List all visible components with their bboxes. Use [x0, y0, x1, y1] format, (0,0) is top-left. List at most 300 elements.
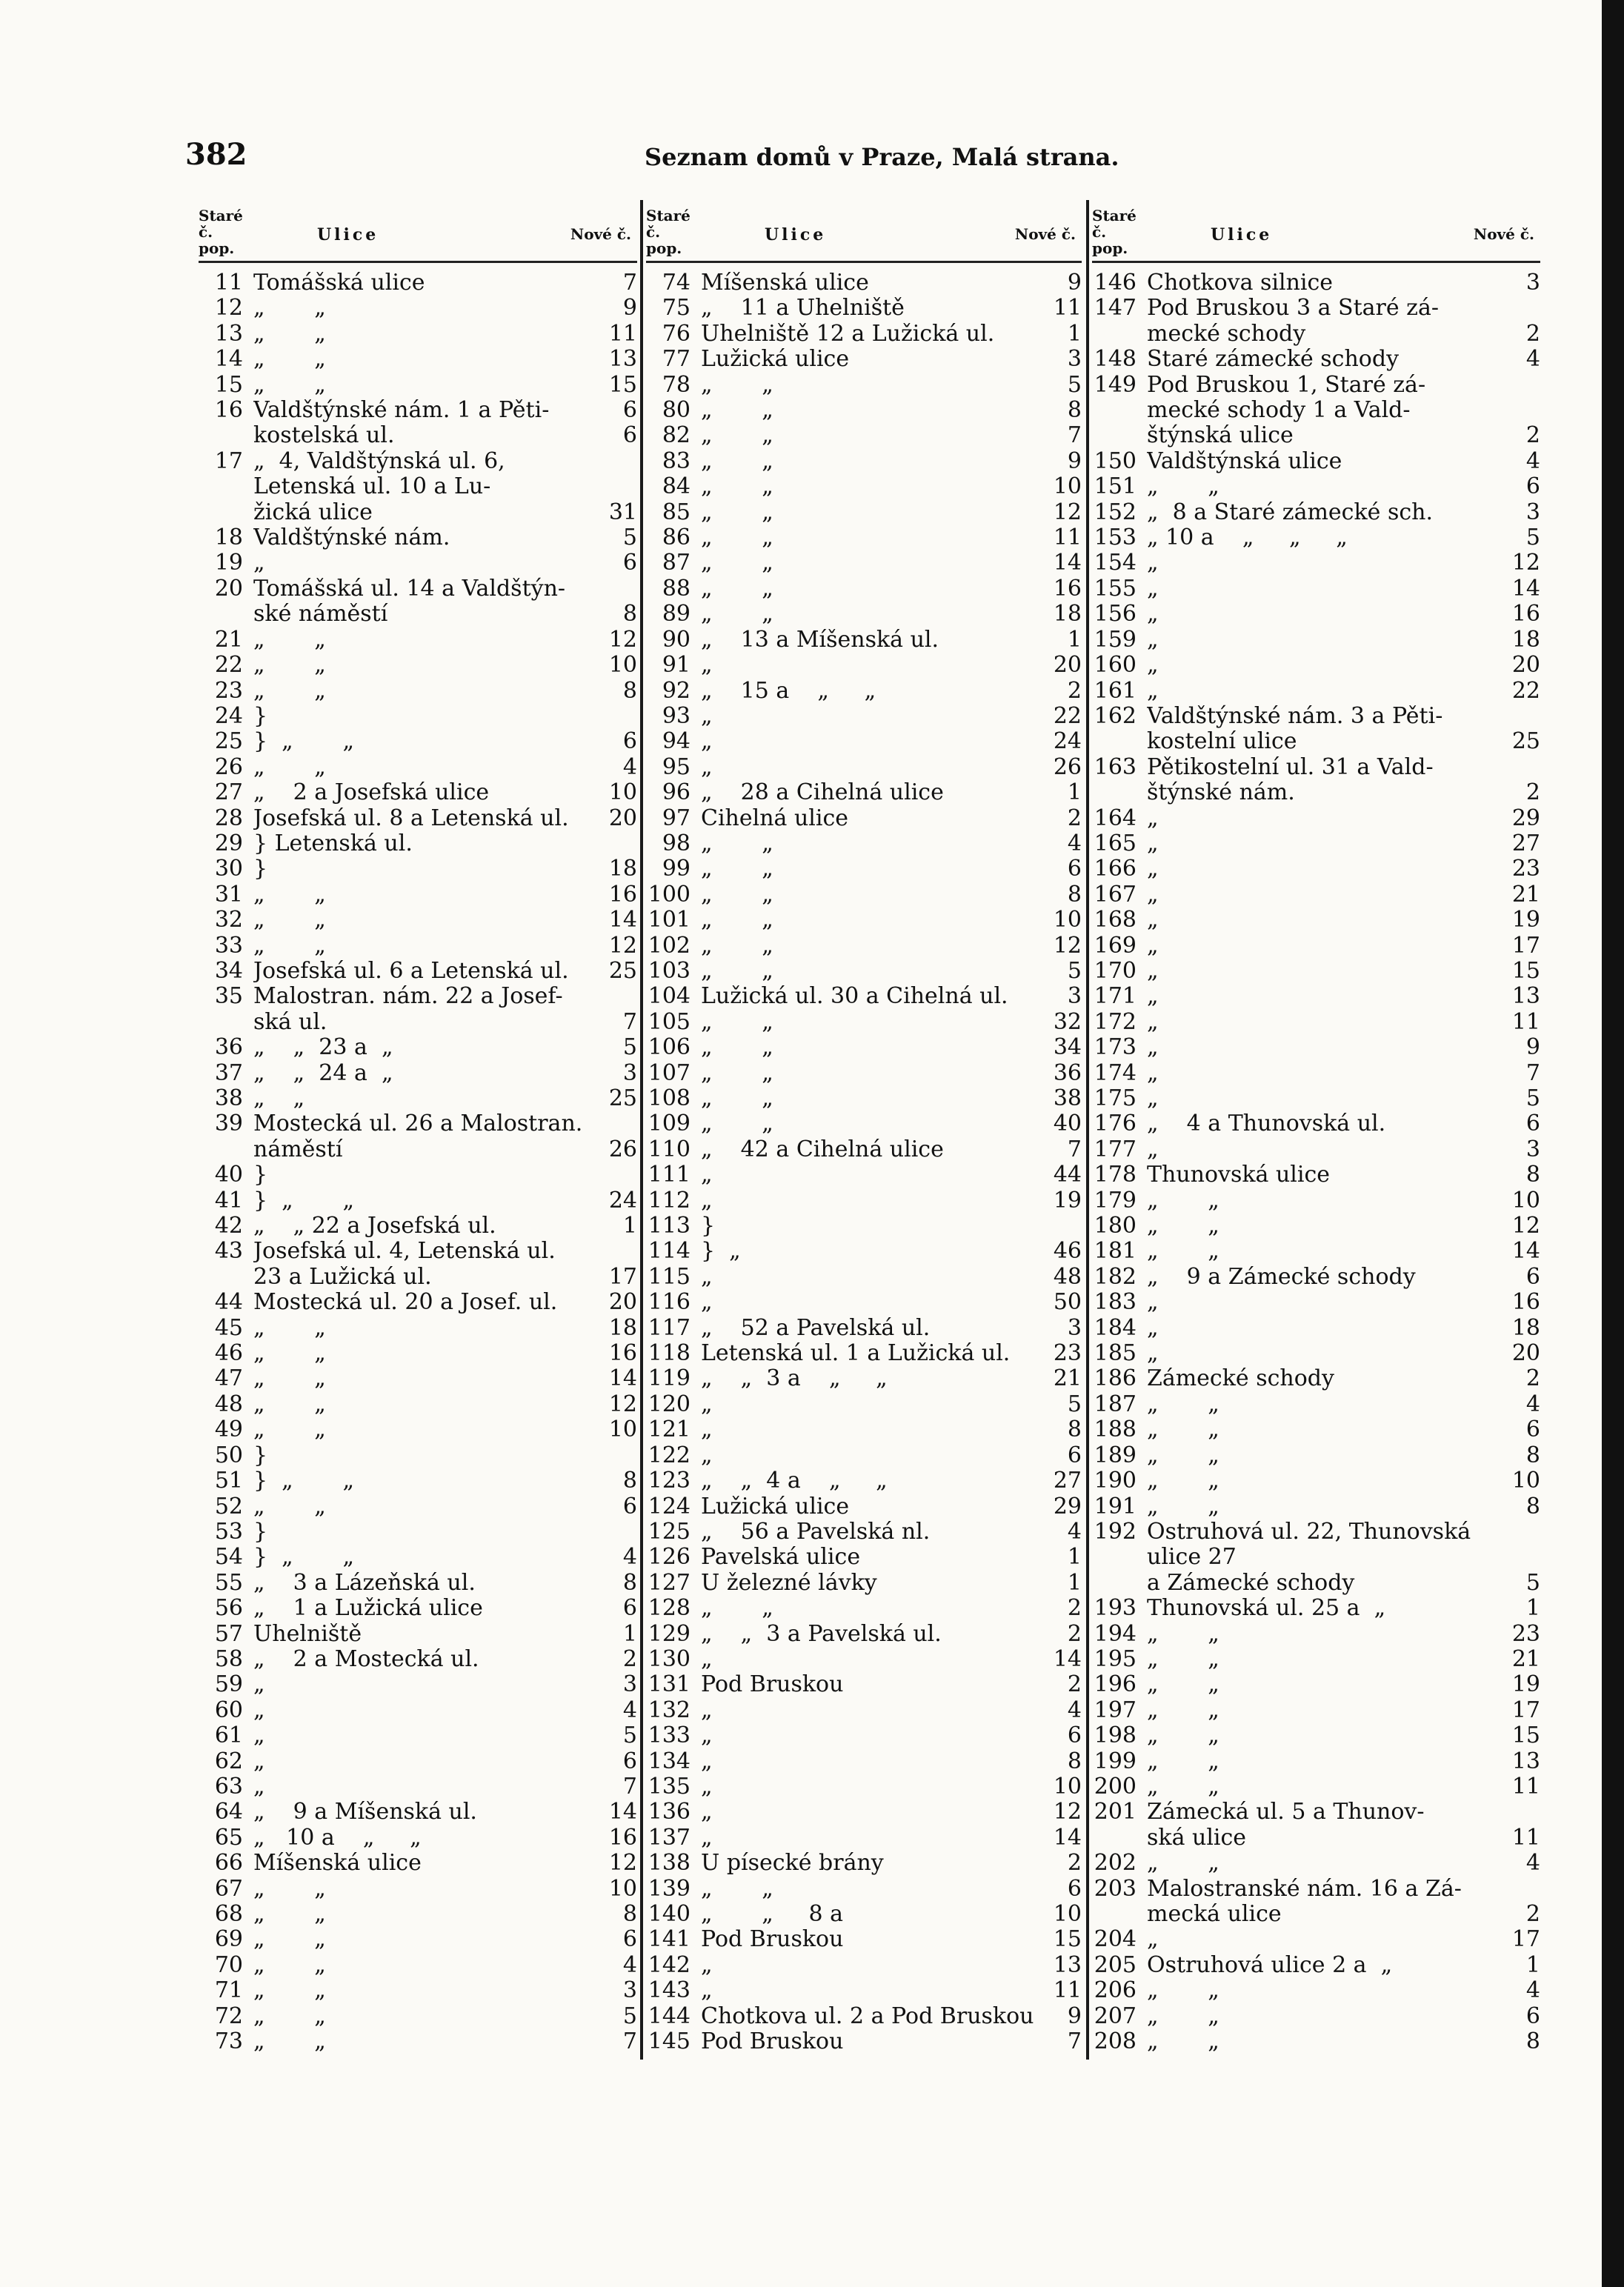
new-house-number: 34 — [1053, 1034, 1082, 1061]
street-name: Pod Bruskou 3 a Staré zá- — [1147, 296, 1439, 322]
scan-edge-right — [1602, 0, 1624, 2287]
new-house-number: 25 — [608, 957, 637, 984]
old-house-number: 104 — [648, 983, 690, 1010]
new-house-number: 20 — [1511, 652, 1540, 679]
old-house-number: 110 — [648, 1136, 690, 1162]
new-house-number: 8 — [1067, 1417, 1082, 1443]
new-house-number: 46 — [1053, 1238, 1082, 1265]
street-name: „ 4 a Thunovská ul. — [1147, 1111, 1386, 1137]
register-row — [199, 1061, 637, 1086]
street-name: mecké schody — [1147, 321, 1306, 347]
street-name: Pětikostelní ul. 31 a Vald- — [1147, 754, 1434, 780]
street-name: „ — [701, 1825, 713, 1851]
new-house-number: 5 — [622, 1034, 637, 1061]
new-house-number: 11 — [1053, 1977, 1082, 2004]
old-house-number: 161 — [1094, 677, 1137, 704]
register-row — [646, 1825, 1082, 1851]
register-row — [646, 1443, 1082, 1468]
column-header — [199, 207, 637, 263]
new-house-number: 2 — [1525, 779, 1540, 806]
street-name: „ 9 a Míšenská ul. — [253, 1800, 477, 1825]
register-row — [1092, 984, 1540, 1009]
street-name: „ — [701, 1774, 713, 1800]
new-house-number: 5 — [1525, 525, 1540, 551]
street-name: „ „ — [1147, 1748, 1219, 1774]
new-house-number: 9 — [1067, 2003, 1082, 2029]
old-house-number: 27 — [214, 779, 243, 806]
street-name: „ „ — [1147, 1417, 1219, 1443]
street-name: „ — [701, 1264, 713, 1290]
new-house-number: 16 — [608, 881, 637, 908]
old-house-number: 132 — [648, 1697, 690, 1723]
column-header — [1092, 207, 1540, 263]
old-house-number: 176 — [1094, 1111, 1137, 1137]
street-name: „ „ — [1147, 1723, 1219, 1749]
street-name: „ „ — [701, 602, 773, 627]
street-name: Malostran. nám. 22 a Josef- — [253, 984, 563, 1010]
new-house-number: 17 — [1511, 1926, 1540, 1953]
old-house-number: 65 — [214, 1824, 243, 1851]
new-house-number: 9 — [1067, 447, 1082, 474]
register-row — [199, 1214, 637, 1239]
new-house-number: 17 — [1511, 1697, 1540, 1723]
new-house-number: 15 — [1511, 1722, 1540, 1749]
register-row — [646, 1571, 1082, 1596]
street-name: „ — [1147, 653, 1159, 679]
register-row — [199, 1545, 637, 1570]
old-house-number: 125 — [648, 1518, 690, 1545]
register-row — [199, 755, 637, 780]
street-name: Staré zámecké schody — [1147, 347, 1400, 373]
new-house-number: 20 — [608, 805, 637, 831]
new-house-number: 1 — [1067, 1544, 1082, 1571]
register-row — [199, 882, 637, 908]
new-house-number: 19 — [1511, 907, 1540, 933]
street-name: Thunovská ulice — [1147, 1162, 1331, 1188]
old-house-number: 72 — [214, 2003, 243, 2029]
old-house-number: 93 — [662, 702, 690, 729]
new-house-number: 2 — [1067, 1595, 1082, 1622]
street-name: „ „ — [253, 1978, 326, 2004]
new-house-number: 8 — [1067, 397, 1082, 424]
register-row — [1092, 1723, 1540, 1748]
register-row — [646, 1953, 1082, 1978]
new-house-number: 8 — [622, 601, 637, 627]
page-title: Seznam domů v Praze, Malá strana. — [645, 143, 1119, 171]
new-house-number: 5 — [622, 2003, 637, 2029]
register-row — [646, 1214, 1082, 1239]
old-house-number: 11 — [214, 270, 243, 296]
street-name: „ 28 a Cihelná ulice — [701, 780, 944, 806]
old-house-number: 63 — [214, 1773, 243, 1800]
new-house-number: 22 — [1053, 702, 1082, 729]
register-row — [1092, 500, 1540, 525]
register-row — [199, 500, 637, 525]
street-name: ulice 27 — [1147, 1545, 1237, 1571]
page-number: 382 — [185, 137, 247, 172]
register-row — [646, 1468, 1082, 1494]
register-row — [199, 373, 637, 398]
register-row — [646, 1647, 1082, 1672]
street-name: „ „ — [701, 423, 773, 449]
new-house-number: 16 — [1053, 575, 1082, 602]
register-row — [1092, 449, 1540, 474]
street-name: „ „ — [701, 1086, 773, 1111]
street-name: Valdštýnské nám. 1 a Pěti- — [253, 398, 550, 424]
old-house-number: 56 — [214, 1595, 243, 1622]
new-house-number: 24 — [1053, 728, 1082, 755]
old-house-number: 71 — [214, 1977, 243, 2004]
street-name: „ — [701, 1748, 713, 1774]
register-row — [199, 322, 637, 347]
street-name: „ 42 a Cihelná ulice — [701, 1136, 944, 1162]
street-name: „ — [701, 1188, 713, 1214]
register-row — [1092, 1061, 1540, 1086]
new-house-number: 12 — [608, 626, 637, 653]
street-name: „ — [1147, 1927, 1159, 1953]
new-house-number: 4 — [1525, 1391, 1540, 1417]
new-house-number: 9 — [1067, 270, 1082, 296]
register-row — [1092, 1902, 1540, 1927]
old-house-number: 175 — [1094, 1085, 1137, 1111]
register-row — [1092, 704, 1540, 729]
old-house-number: 194 — [1094, 1620, 1137, 1647]
old-house-number: 179 — [1094, 1187, 1137, 1214]
street-name: Valdštýnské nám. — [253, 525, 450, 551]
old-house-number: 145 — [648, 2028, 690, 2055]
new-house-number: 10 — [608, 652, 637, 679]
old-house-number: 80 — [662, 397, 690, 424]
old-house-number: 151 — [1094, 473, 1137, 500]
street-name: „ „ 8 a — [701, 1902, 844, 1927]
old-house-number: 148 — [1094, 346, 1137, 373]
old-house-number: 124 — [648, 1493, 690, 1519]
register-row — [199, 1877, 637, 1902]
register-row — [1092, 1494, 1540, 1519]
street-name: Lužická ulice — [701, 347, 850, 373]
new-house-number: 2 — [1525, 1365, 1540, 1392]
street-name: „ „ — [701, 1035, 773, 1061]
header-old-number: Staré č. pop. — [1092, 207, 1137, 257]
old-house-number: 17 — [214, 447, 243, 474]
street-name: „ — [1147, 1009, 1159, 1035]
old-house-number: 154 — [1094, 550, 1137, 576]
register-row — [1092, 780, 1540, 805]
new-house-number: 9 — [1525, 1034, 1540, 1061]
old-house-number: 162 — [1094, 702, 1137, 729]
street-name: ská ulice — [1147, 1825, 1247, 1851]
old-house-number: 172 — [1094, 1008, 1137, 1035]
street-name: ská ul. — [253, 1009, 327, 1035]
old-house-number: 165 — [1094, 830, 1137, 856]
street-name: „ — [701, 729, 713, 755]
new-house-number: 6 — [622, 397, 637, 424]
register-row — [646, 1392, 1082, 1417]
new-house-number: 18 — [608, 856, 637, 882]
page-header — [185, 137, 1541, 182]
street-name: „ „ — [701, 908, 773, 933]
new-house-number: 3 — [1525, 499, 1540, 525]
old-house-number: 73 — [214, 2028, 243, 2055]
new-house-number: 7 — [1067, 2028, 1082, 2055]
old-house-number: 190 — [1094, 1468, 1137, 1494]
street-name: U písecké brány — [701, 1851, 884, 1877]
street-name: mecká ulice — [1147, 1902, 1282, 1927]
register-row — [646, 602, 1082, 627]
street-name: } — [253, 1442, 268, 1468]
register-row — [199, 1137, 637, 1162]
new-house-number: 21 — [1511, 1645, 1540, 1672]
new-house-number: 8 — [622, 1569, 637, 1596]
register-row — [646, 1010, 1082, 1035]
header-old-number: Staré č. pop. — [199, 207, 243, 257]
street-name: „ „ — [1147, 1646, 1219, 1672]
old-house-number: 200 — [1094, 1773, 1137, 1800]
old-house-number: 86 — [662, 525, 690, 551]
register-row — [199, 525, 637, 550]
register-row — [199, 959, 637, 984]
register-row — [199, 2004, 637, 2029]
street-name: „ „ — [1147, 1494, 1219, 1519]
street-name: „ „ — [701, 398, 773, 424]
register-row — [646, 1927, 1082, 1952]
old-house-number: 202 — [1094, 1850, 1137, 1877]
new-house-number: 4 — [622, 1697, 637, 1723]
new-house-number: 14 — [608, 1799, 637, 1825]
new-house-number: 15 — [1053, 1926, 1082, 1953]
register-row — [646, 1749, 1082, 1774]
register-row — [199, 423, 637, 448]
register-row — [646, 908, 1082, 933]
old-house-number: 147 — [1094, 295, 1137, 322]
register-row — [646, 576, 1082, 602]
street-name: } „ „ — [253, 1188, 354, 1214]
register-row — [646, 1774, 1082, 1800]
street-name: „ „ — [253, 1494, 326, 1519]
new-house-number: 8 — [1525, 1162, 1540, 1188]
old-house-number: 170 — [1094, 957, 1137, 984]
street-name: „ — [701, 1800, 713, 1825]
new-house-number: 6 — [1525, 2003, 1540, 2029]
old-house-number: 192 — [1094, 1518, 1137, 1545]
old-house-number: 169 — [1094, 932, 1137, 959]
old-house-number: 61 — [214, 1722, 243, 1749]
old-house-number: 47 — [214, 1365, 243, 1392]
old-house-number: 32 — [214, 907, 243, 933]
street-name: „ — [701, 754, 713, 780]
old-house-number: 163 — [1094, 753, 1137, 780]
street-name: Uhelniště — [253, 1621, 362, 1647]
street-name: Thunovská ul. 25 a „ — [1147, 1596, 1386, 1622]
street-name: „ — [253, 1697, 265, 1723]
header-street: Ulice — [317, 225, 379, 244]
street-name: „ „ 23 a „ — [253, 1035, 393, 1061]
old-house-number: 51 — [214, 1468, 243, 1494]
register-row — [1092, 627, 1540, 653]
old-house-number: 111 — [648, 1162, 690, 1188]
old-house-number: 197 — [1094, 1697, 1137, 1723]
new-house-number: 22 — [1511, 677, 1540, 704]
register-row — [199, 296, 637, 321]
new-house-number: 32 — [1053, 1008, 1082, 1035]
street-name: Chotkova ul. 2 a Pod Bruskou — [701, 2003, 1034, 2029]
street-name: „ — [1147, 678, 1159, 704]
new-house-number: 3 — [1067, 983, 1082, 1010]
new-house-number: 6 — [1067, 1722, 1082, 1749]
old-house-number: 66 — [214, 1850, 243, 1877]
street-name: „ „ — [253, 882, 326, 908]
street-name: „ „ — [1147, 1774, 1219, 1800]
register-row — [1092, 1188, 1540, 1214]
old-house-number: 102 — [648, 932, 690, 959]
street-name: „ „ — [253, 347, 326, 373]
new-house-number: 2 — [1067, 1620, 1082, 1647]
register-row — [1092, 1443, 1540, 1468]
street-name: „ „ — [1147, 1672, 1219, 1698]
street-name: „ „ — [701, 550, 773, 576]
old-house-number: 164 — [1094, 805, 1137, 831]
header-new-number: Nové č. — [570, 225, 631, 243]
register-row — [646, 296, 1082, 321]
street-name: Pod Bruskou — [701, 1672, 844, 1698]
register-row — [646, 1545, 1082, 1570]
register-row — [646, 1494, 1082, 1519]
register-row — [1092, 1341, 1540, 1366]
old-house-number: 159 — [1094, 626, 1137, 653]
new-house-number: 5 — [1525, 1569, 1540, 1596]
new-house-number: 4 — [1525, 1977, 1540, 2004]
old-house-number: 116 — [648, 1289, 690, 1316]
old-house-number: 107 — [648, 1059, 690, 1086]
street-name: „ — [253, 1774, 265, 1800]
old-house-number: 181 — [1094, 1238, 1137, 1265]
old-house-number: 26 — [214, 753, 243, 780]
register-row — [1092, 1596, 1540, 1621]
street-name: Zámecké schody — [1147, 1366, 1334, 1392]
old-house-number: 144 — [648, 2003, 690, 2029]
register-row — [1092, 1265, 1540, 1290]
register-row — [199, 347, 637, 372]
register-row — [646, 1902, 1082, 1927]
old-house-number: 178 — [1094, 1162, 1137, 1188]
new-house-number: 6 — [1067, 1875, 1082, 1902]
old-house-number: 153 — [1094, 525, 1137, 551]
old-house-number: 146 — [1094, 270, 1137, 296]
street-name: Josefská ul. 4, Letenská ul. — [253, 1239, 556, 1265]
register-row — [1092, 1927, 1540, 1952]
register-row — [646, 1366, 1082, 1391]
street-name: Pod Bruskou 1, Staré zá- — [1147, 372, 1426, 398]
old-house-number: 119 — [648, 1365, 690, 1392]
old-house-number: 137 — [648, 1824, 690, 1851]
register-row — [1092, 1392, 1540, 1417]
old-house-number: 44 — [214, 1289, 243, 1316]
new-house-number: 40 — [1053, 1111, 1082, 1137]
street-name: „ „ 22 a Josefská ul. — [253, 1214, 496, 1239]
new-house-number: 18 — [1511, 1314, 1540, 1341]
old-house-number: 33 — [214, 932, 243, 959]
register-row — [199, 1468, 637, 1494]
old-house-number: 108 — [648, 1085, 690, 1111]
old-house-number: 115 — [648, 1263, 690, 1290]
new-house-number: 21 — [1511, 881, 1540, 908]
register-row — [646, 1239, 1082, 1264]
new-house-number: 19 — [1053, 1187, 1082, 1214]
new-house-number: 12 — [1511, 550, 1540, 576]
old-house-number: 41 — [214, 1187, 243, 1214]
old-house-number: 67 — [214, 1875, 243, 1902]
old-house-number: 129 — [648, 1620, 690, 1647]
new-house-number: 21 — [1053, 1365, 1082, 1392]
register-row — [646, 550, 1082, 576]
old-house-number: 83 — [662, 447, 690, 474]
register-row — [199, 1366, 637, 1391]
street-name: „ „ — [701, 1111, 773, 1137]
street-name: „ 10 a „ „ — [253, 1825, 422, 1851]
old-house-number: 113 — [648, 1213, 690, 1239]
register-row — [646, 1698, 1082, 1723]
street-name: „ — [701, 1697, 713, 1723]
old-house-number: 149 — [1094, 371, 1137, 398]
new-house-number: 14 — [1511, 575, 1540, 602]
new-house-number: 13 — [1511, 1748, 1540, 1774]
street-name: } — [253, 856, 268, 882]
register-row — [199, 1086, 637, 1111]
new-house-number: 23 — [1053, 1340, 1082, 1367]
new-house-number: 16 — [1511, 601, 1540, 627]
register-row — [646, 474, 1082, 499]
street-name: štýnská ulice — [1147, 423, 1294, 449]
register-row — [199, 1341, 637, 1366]
old-house-number: 15 — [214, 371, 243, 398]
register-row — [199, 1111, 637, 1136]
new-house-number: 7 — [1525, 1059, 1540, 1086]
new-house-number: 16 — [608, 1824, 637, 1851]
street-name: „ „ — [253, 653, 326, 679]
new-house-number: 4 — [1067, 1697, 1082, 1723]
old-house-number: 29 — [214, 830, 243, 856]
register-row — [199, 270, 637, 296]
register-row — [1092, 856, 1540, 882]
new-house-number: 10 — [1053, 1773, 1082, 1800]
register-row — [199, 908, 637, 933]
old-house-number: 156 — [1094, 601, 1137, 627]
new-house-number: 7 — [1067, 1136, 1082, 1162]
street-name: „ 2 a Mostecká ul. — [253, 1646, 479, 1672]
street-name: Zámecká ul. 5 a Thunov- — [1147, 1800, 1425, 1825]
new-house-number: 48 — [1053, 1263, 1082, 1290]
register-row — [1092, 322, 1540, 347]
old-house-number: 58 — [214, 1645, 243, 1672]
new-house-number: 1 — [622, 1213, 637, 1239]
old-house-number: 12 — [214, 295, 243, 322]
register-row — [1092, 1239, 1540, 1264]
register-row — [1092, 1978, 1540, 2003]
new-house-number: 36 — [1053, 1059, 1082, 1086]
new-house-number: 4 — [622, 753, 637, 780]
register-row — [1092, 1519, 1540, 1545]
new-house-number: 6 — [1525, 1111, 1540, 1137]
register-row — [1092, 373, 1540, 398]
register-row — [646, 1672, 1082, 1697]
old-house-number: 101 — [648, 907, 690, 933]
street-name: „ 1 a Lužická ulice — [253, 1596, 483, 1622]
new-house-number: 25 — [1511, 728, 1540, 755]
street-name: Chotkova silnice — [1147, 270, 1334, 296]
street-name: „ — [701, 1646, 713, 1672]
register-row — [199, 1519, 637, 1545]
street-name: „ „ — [1147, 1188, 1219, 1214]
